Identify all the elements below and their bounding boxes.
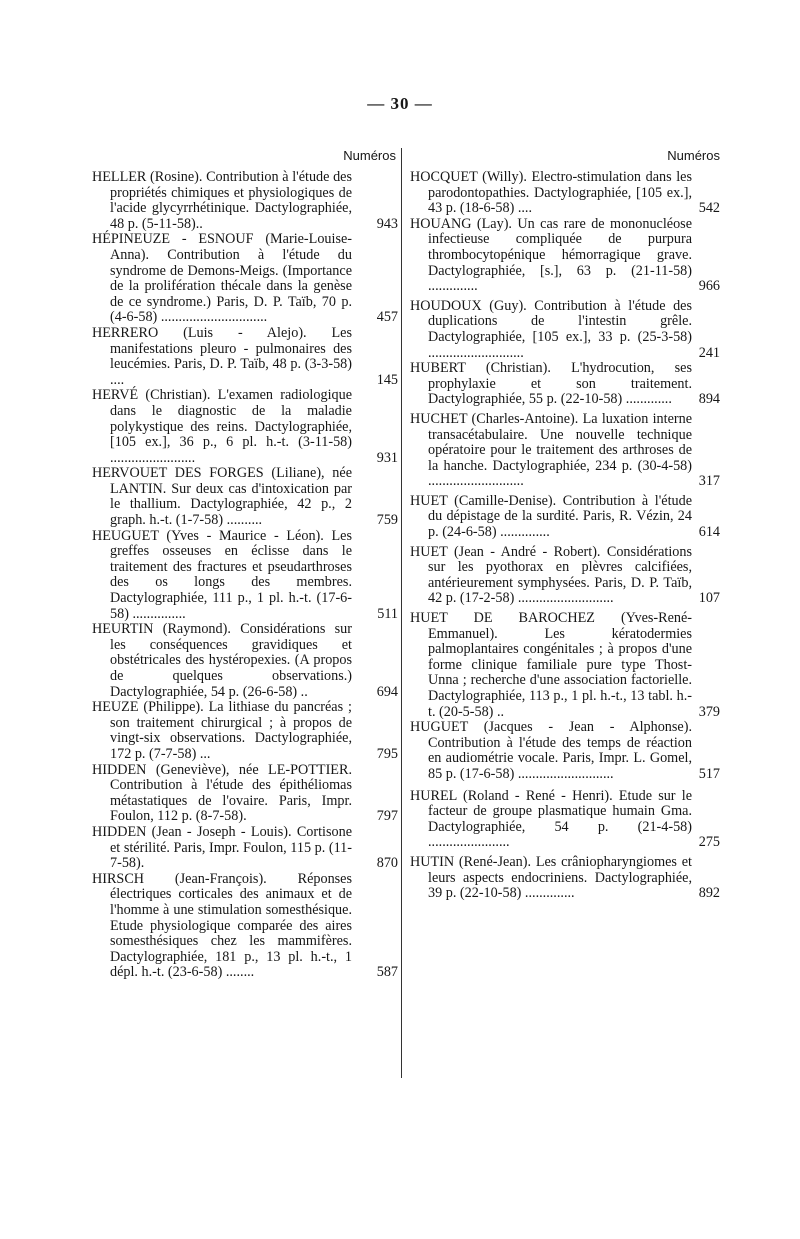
bibliography-entry (92, 872, 398, 981)
bibliography-entry (92, 763, 398, 825)
entry-text: HOUDOUX (Guy). Contribution à l'étude des duplications de l'intestin grêle. Dactylographiée, [105 ex.], 33 p. (25-3-58) ........................... (410, 297, 692, 361)
entry-text: HUET DE BAROCHEZ (Yves-René-Emmanuel). Les kératodermies palmoplantaires congénitales ; à propos d'une forme clinique familiale pure type Thost-Unna ; recherche d'une association factorielle. Dactylographiée, 113 p., 1 pl. h.-t., 13 tabl. h.-t. (20-5-58) .. (410, 610, 692, 720)
entry-text: HUGUET (Jacques - Jean - Alphonse). Contribution à l'étude des temps de réaction en audiométrie vocale. Paris, Impr. L. Gomel, 85 p. (17-6-58) ........................... (410, 719, 692, 782)
bibliography-entry (410, 719, 720, 782)
right-entry-list (410, 169, 720, 902)
bibliography-entry (92, 232, 398, 326)
entry-number: 275 (698, 834, 720, 851)
left-column-header: Numéros (343, 148, 396, 163)
entry-number: 145 (376, 371, 398, 388)
column-divider (401, 148, 402, 1078)
bibliography-entry (410, 169, 720, 217)
bibliography-entry (92, 622, 398, 700)
entry-number: 894 (698, 391, 720, 408)
entry-number: 797 (376, 808, 398, 825)
bibliography-entry (410, 853, 720, 902)
entry-number: 241 (698, 344, 720, 361)
bibliography-entry (410, 787, 720, 851)
entry-number: 517 (698, 765, 720, 782)
entry-number: 587 (376, 964, 398, 981)
left-column (92, 148, 398, 981)
entry-number: 107 (698, 590, 720, 607)
entry-number: 317 (698, 473, 720, 490)
bibliography-entry (410, 360, 720, 408)
entry-text: HIRSCH (Jean-François). Réponses électriques corticales des animaux et de l'homme à une stimulation somesthésique. Etude physiologique comparée des aires somesthésiques chez les mammifères. Dactylographiée, 181 p., 13 pl. h.-t., 1 dépl. h.-t. (23-6-58) ........ (92, 870, 352, 981)
entry-text: HERVOUET DES FORGES (Liliane), née LANTIN. Sur deux cas d'intoxication par le thallium. Dactylographiée, 42 p., 2 graph. h.-t. (1-7-58) .......... (92, 465, 352, 529)
entry-text: HOUANG (Lay). Un cas rare de mononucléose infectieuse compliquée de purpura thrombocytopénique hémorragique grave. Dactylographiée, [s.], 63 p. (21-11-58) .............. (410, 215, 692, 295)
bibliography-entry (410, 610, 720, 720)
entry-text: HUTIN (René-Jean). Les crâniopharyngiomes et leurs aspects endocriniens. Dactylographiée, 39 p. (22-10-58) .............. (410, 853, 692, 902)
entry-text: HIDDEN (Jean - Joseph - Louis). Cortisone et stérilité. Paris, Impr. Foulon, 115 p. (11-7-58). (92, 823, 352, 872)
entry-text: HUET (Jean - André - Robert). Considérations sur les pyothorax en plèvres calcifiées, antérieurement symphysées. Paris, D. P. Taïb, 42 p. (17-2-58) ........................... (410, 543, 692, 607)
bibliography-entry (410, 492, 720, 541)
bibliography-entry (410, 543, 720, 607)
entry-text: HÉPINEUZE - ESNOUF (Marie-Louise-Anna). Contribution à l'étude du syndrome de Demons-Meigs. (Importance de la prolifération thécale dans la genèse de ce syndrome.) Paris, D. P. Taïb, 70 p. (4-6-58) .............................. (92, 231, 352, 326)
entry-text: HEUGUET (Yves - Maurice - Léon). Les greffes osseuses en éclisse dans le traitement des fractures et pseudarthroses des os longs des membres. Dactylographiée, 111 p., 1 pl. h.-t. (17-6-58) ............... (92, 527, 352, 622)
bibliography-entry (92, 825, 398, 872)
right-column (410, 148, 720, 902)
bibliography-entry (92, 529, 398, 623)
entry-text: HEUZE (Philippe). La lithiase du pancréas ; son traitement chirurgical ; à propos de vingt-six observations. Dactylographiée, 172 p. (7-7-58) ... (92, 699, 352, 762)
bibliography-entry (92, 170, 398, 232)
entry-number: 892 (698, 885, 720, 902)
entry-number: 457 (376, 309, 398, 326)
entry-number: 511 (377, 605, 398, 622)
entry-text: HIDDEN (Geneviève), née LE-POTTIER. Contribution à l'étude des épithéliomas métastatiques de l'ovaire. Paris, Impr. Foulon, 112 p. (8-7-58). (92, 761, 352, 825)
entry-number: 931 (376, 449, 398, 466)
entry-text: HUBERT (Christian). L'hydrocution, ses prophylaxie et son traitement. Dactylographiée, 55 p. (22-10-58) ............. (410, 360, 692, 408)
entry-text: HUCHET (Charles-Antoine). La luxation interne transacétabulaire. Une nouvelle technique opératoire pour le traitement des arthroses de la hanche. Dactylographiée, 234 p. (30-4-58) ........................... (410, 410, 692, 490)
entry-text: HUET (Camille-Denise). Contribution à l'étude du dépistage de la surdité. Paris, R. Vézin, 24 p. (24-6-58) .............. (410, 492, 692, 541)
bibliography-entry (92, 700, 398, 762)
bibliography-entry (410, 297, 720, 361)
left-entry-list (92, 170, 398, 981)
entry-number: 759 (376, 512, 398, 529)
entry-number: 379 (698, 703, 720, 720)
right-column-header: Numéros (667, 148, 720, 163)
entry-text: HERRERO (Luis - Alejo). Les manifestations pleuro - pulmonaires des leucémies. Paris, D. P. Taïb, 48 p. (3-3-58) .... (92, 324, 352, 388)
entry-number: 943 (376, 215, 398, 232)
bibliography-entry (92, 388, 398, 466)
entry-text: HELLER (Rosine). Contribution à l'étude des propriétés chimiques et physiologiques de l'acide glycyrrhétinique. Dactylographiée, 48 p. (5-11-58).. (92, 169, 352, 232)
entry-number: 614 (698, 524, 720, 541)
bibliography-entry (410, 215, 720, 295)
entry-number: 795 (376, 745, 398, 762)
bibliography-entry (92, 466, 398, 528)
bibliography-entry (92, 326, 398, 388)
bibliography-entry (410, 410, 720, 490)
entry-text: HEURTIN (Raymond). Considérations sur les conséquences gravidiques et obstétricales des hystéropexies. (A propos de quelques observations.) Dactylographiée, 54 p. (26-6-58) .. (92, 621, 352, 700)
entry-number: 870 (376, 855, 398, 872)
entry-number: 966 (698, 278, 720, 295)
page-number: — 30 — (367, 94, 433, 113)
entry-number: 542 (698, 200, 720, 217)
entry-text: HUREL (Roland - René - Henri). Etude sur le facteur de groupe plasmatique humain Gma. Dactylographiée, 54 p. (21-4-58) ....................... (410, 787, 692, 851)
entry-text: HERVÉ (Christian). L'examen radiologique dans le diagnostic de la maladie polykystique des reins. Dactylographiée, [105 ex.], 36 p., 6 pl. h.-t. (3-11-58) ........................ (92, 387, 352, 466)
entry-text: HOCQUET (Willy). Electro-stimulation dans les parodontopathies. Dactylographiée, [105 ex.], 43 p. (18-6-58) .... (410, 169, 692, 217)
entry-number: 694 (376, 683, 398, 700)
